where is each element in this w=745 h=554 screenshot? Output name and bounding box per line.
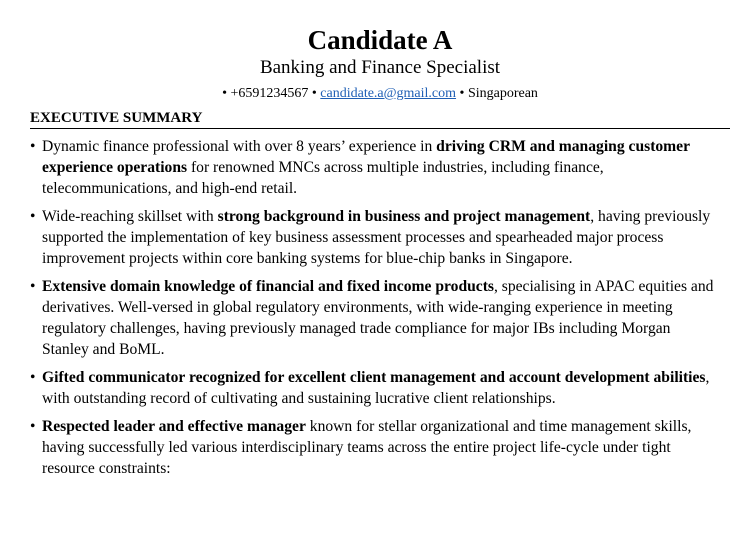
email-link[interactable]: candidate.a@gmail.com bbox=[320, 86, 457, 101]
summary-item-highlight: Extensive domain knowledge of financial and fixed income products bbox=[42, 278, 494, 295]
summary-item bbox=[30, 416, 720, 479]
candidate-name: Candidate A bbox=[307, 25, 453, 55]
summary-item bbox=[30, 136, 720, 199]
summary-item-highlight: driving CRM and managing customer experience operations bbox=[42, 138, 690, 176]
contact-bullet: • bbox=[459, 86, 465, 101]
summary-item-text: , with outstanding record of cultivating and sustaining lucrative client relationships. bbox=[42, 369, 710, 407]
summary-item bbox=[30, 367, 720, 409]
summary-item-highlight: Gifted communicator recognized for excellent client management and account development abilities bbox=[42, 369, 706, 386]
contact-bullet: • bbox=[222, 86, 227, 101]
bullet-icon: • bbox=[30, 369, 36, 386]
summary-item-text: , having previously supported the implementation of key business assessment processes and spearheaded major process improvement projects within core banking systems for blue-chip banks in Singapore. bbox=[42, 208, 711, 267]
bullet-icon: • bbox=[30, 278, 36, 295]
candidate-title: Banking and Finance Specialist bbox=[259, 57, 501, 78]
nationality: Singaporean bbox=[467, 86, 538, 101]
bullet-icon: • bbox=[30, 418, 36, 435]
executive-summary-heading: EXECUTIVE SUMMARY bbox=[30, 109, 730, 129]
summary-item-text: for renowned MNCs across multiple industries, including finance, telecommunications, and high-end retail. bbox=[42, 159, 604, 197]
summary-item-highlight: Respected leader and effective manager bbox=[42, 418, 306, 435]
contact-bullet: • bbox=[311, 86, 317, 101]
summary-item-text: known for stellar organizational and time management skills, having successfully led various interdisciplinary teams across the entire project life-cycle under tight resource constraints: bbox=[42, 418, 692, 477]
summary-item-text: Dynamic finance professional with over 8 years’ experience in bbox=[42, 138, 437, 155]
summary-item-text: Wide-reaching skillset with bbox=[42, 208, 218, 225]
phone-number: +6591234567 bbox=[230, 86, 309, 101]
summary-item-text: , specialising in APAC equities and derivatives. Well-versed in global regulatory environments, with wide-ranging experience in meeting regulatory challenges, having previously managed trade compliance for major IBs including Morgan Stanley and BoML. bbox=[42, 278, 714, 358]
bullet-icon: • bbox=[30, 138, 36, 155]
summary-item-highlight: strong background in business and project management bbox=[217, 208, 591, 225]
contact-line bbox=[0, 85, 745, 103]
summary-item bbox=[30, 206, 720, 269]
summary-list bbox=[30, 136, 720, 486]
summary-item bbox=[30, 276, 720, 360]
bullet-icon: • bbox=[30, 208, 36, 225]
